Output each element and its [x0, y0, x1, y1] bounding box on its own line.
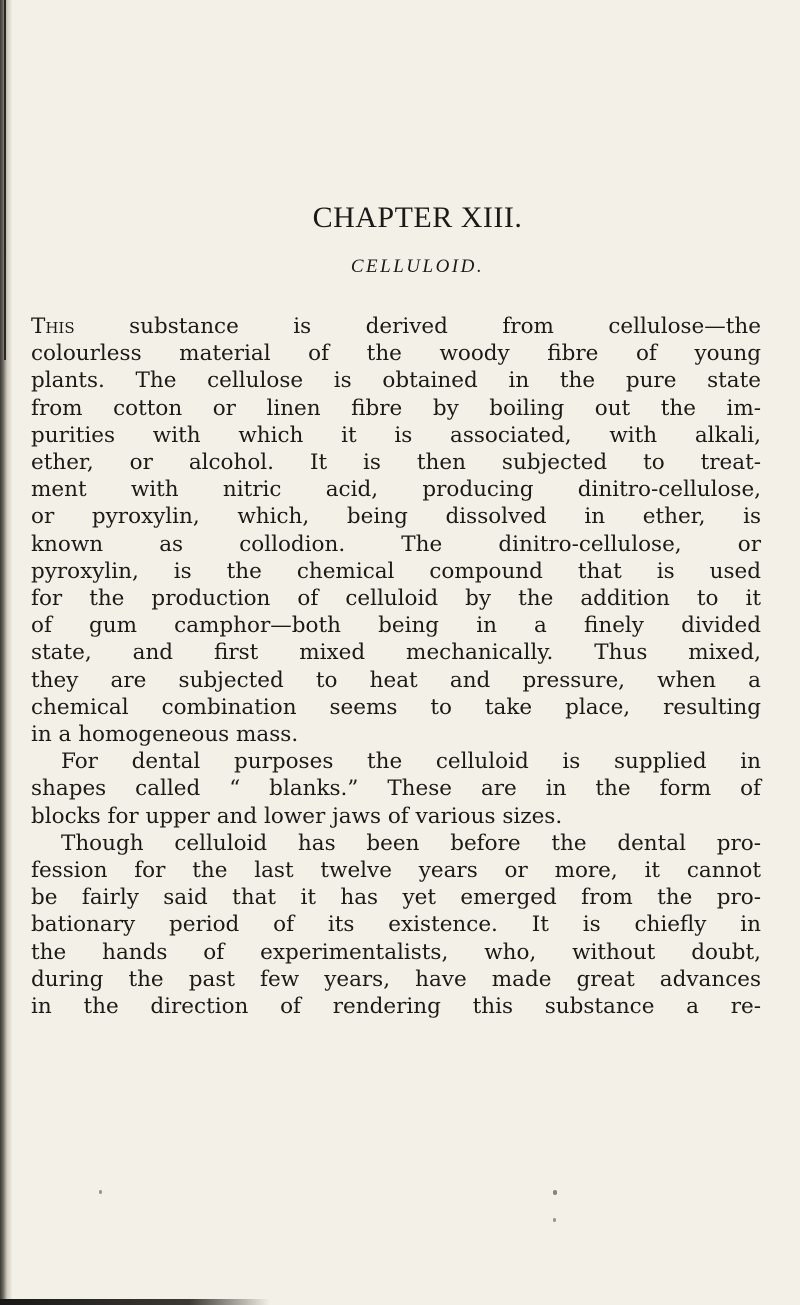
- text-line: purities with which it is associated, with alkali,: [31, 422, 761, 448]
- text-line: plants. The cellulose is obtained in the pure state: [31, 368, 761, 394]
- text-line: the hands of experimentalists, who, without doubt,: [31, 939, 761, 965]
- text-line: be fairly said that it has yet emerged from the pro-: [31, 885, 761, 911]
- paper-speck: [553, 1190, 557, 1195]
- chapter-subheading: CELLULOID.: [350, 256, 485, 277]
- text-line: ment with nitric acid, producing dinitro-cellulose,: [31, 477, 761, 503]
- text-line: of gum camphor—both being in a finely divided: [31, 613, 761, 639]
- text-line: shapes called “ blanks.” These are in the form of: [31, 776, 761, 802]
- body-text: [31, 313, 761, 1020]
- text-line: from cotton or linen fibre by boiling out the im-: [31, 395, 761, 421]
- text-line: state, and first mixed mechanically. Thus mixed,: [31, 640, 761, 666]
- text-line: bationary period of its existence. It is chiefly in: [31, 912, 761, 938]
- text-line: colourless material of the woody fibre of young: [31, 341, 761, 367]
- paper-speck: [553, 1218, 556, 1222]
- text-line: during the past few years, have made great advances: [31, 966, 761, 992]
- text-line: blocks for upper and lower jaws of various sizes.: [31, 803, 563, 829]
- text-line: for the production of celluloid by the addition to it: [31, 586, 761, 612]
- text-line: known as collodion. The dinitro-cellulose, or: [31, 531, 761, 557]
- text-line: they are subjected to heat and pressure, when a: [31, 667, 761, 693]
- text-line: ether, or alcohol. It is then subjected to treat-: [31, 450, 761, 476]
- text-line: For dental purposes the celluloid is supplied in: [61, 749, 761, 775]
- text-line: in the direction of rendering this substance a re-: [31, 994, 761, 1020]
- text-line: Though celluloid has been before the dental pro-: [61, 830, 761, 856]
- text-line: This substance is derived from cellulose—the: [31, 314, 761, 339]
- chapter-heading: CHAPTER XIII.: [312, 201, 523, 234]
- paper-speck: [99, 1190, 102, 1194]
- text-line: chemical combination seems to take place, resulting: [31, 694, 761, 720]
- opening-word: This: [31, 314, 75, 339]
- page-binding-line: [4, 0, 6, 360]
- text-line: fession for the last twelve years or more, it cannot: [31, 858, 761, 884]
- page-bottom-edge: [0, 1299, 270, 1305]
- text-line: in a homogeneous mass.: [31, 722, 299, 748]
- text-line: or pyroxylin, which, being dissolved in ether, is: [31, 504, 761, 530]
- page-binding-edge: [0, 0, 12, 1305]
- text-line: pyroxylin, is the chemical compound that is used: [31, 558, 761, 584]
